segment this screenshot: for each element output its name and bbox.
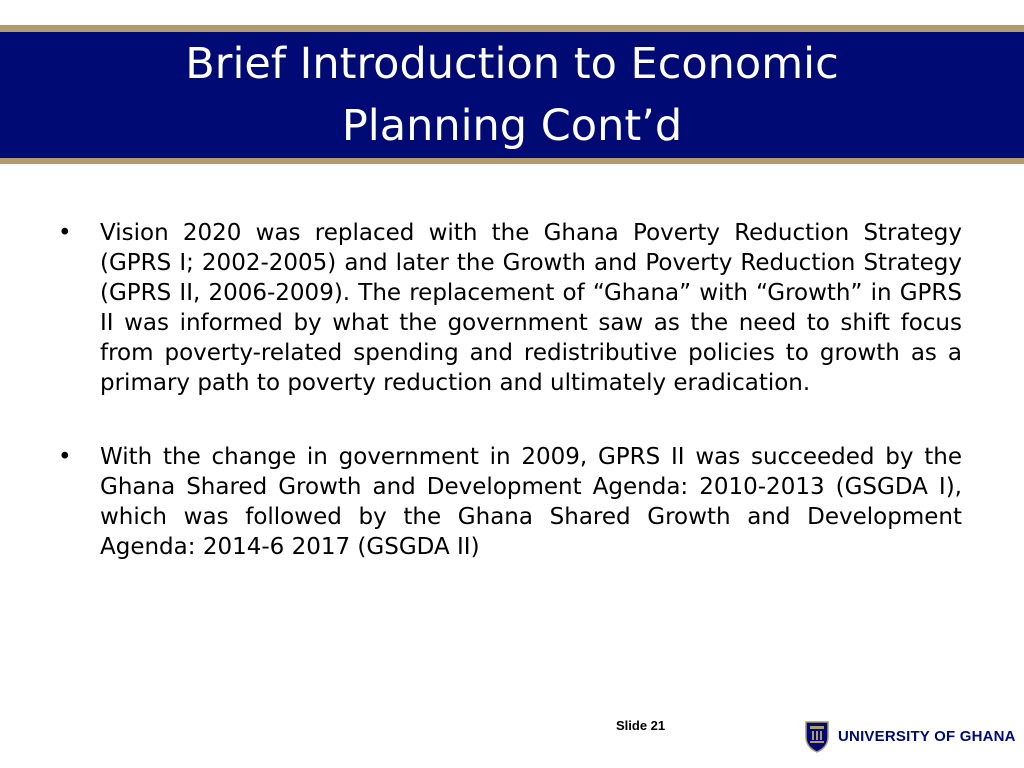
title-bar <box>0 32 1024 158</box>
university-crest-icon <box>804 719 830 753</box>
header-top-rule <box>0 25 1024 32</box>
header-bottom-rule <box>0 158 1024 164</box>
university-name: UNIVERSITY OF GHANA <box>838 727 1016 745</box>
bullet-text: Vision 2020 was replaced with the Ghana Poverty Reduction Strategy (GPRS I; 2002-2005) and later the Growth and Poverty Reduction Strategy (GPRS II, 2006-2009). The replacement of “Ghana” with “Growth” in GPRS II was informed by what the government saw as the need to shift focus from poverty-related spending and redistributive policies to growth as a primary path to poverty reduction and ultimately eradication. <box>100 220 962 396</box>
slide-title: Brief Introduction to Economic Planning Cont’d <box>185 39 839 151</box>
bullet-list <box>58 218 962 606</box>
slide-number: Slide 21 <box>616 718 666 733</box>
bullet-marker: • <box>58 220 72 246</box>
bullet-marker: • <box>58 444 72 470</box>
bullet-item <box>58 218 962 398</box>
bullet-text: With the change in government in 2009, GPRS II was succeeded by the Ghana Shared Growth and Development Agenda: 2010-2013 (GSGDA I), which was followed by the Ghana Shared Growth and Development Agenda: 2014-6 2017 (GSGDA II) <box>100 444 962 560</box>
bullet-item <box>58 442 962 562</box>
university-logo <box>804 719 1016 753</box>
